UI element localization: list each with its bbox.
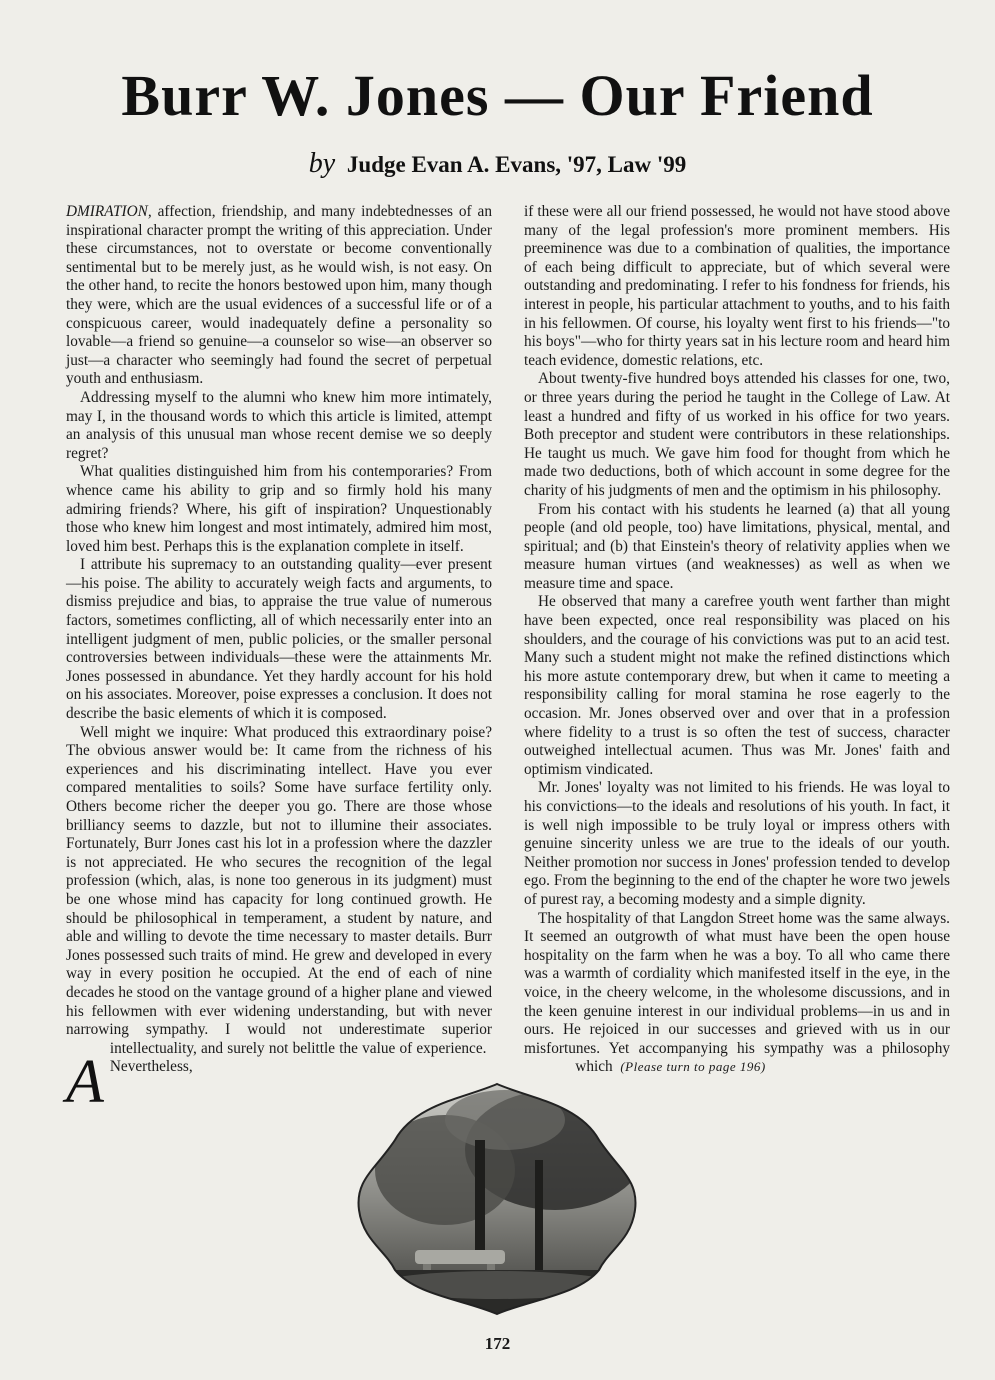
paragraph: Addressing myself to the alumni who knew him more intimately, may I, in the thousand words to which this article is limited, attempt an analysis of this unusual man whose recent demise we so deeply regret? [66,388,492,462]
paragraph-last: The hospitality of that Langdon Street home was the same always. It seemed an outgrowth of what must have been the open house hospitality on the farm when he was a boy. To all who came there was a warmth of cordiality which manifested itself in the eye, in the voice, in the cheery welcome, in the wholesome discussions, and in the keen genuine interest in our individual problems—in us and in ours. He rejoiced in our successes and grieved with us in our misfortunes. Yet accompanying his sympathy was a philosophy which (Please turn to page 196) [524,909,950,1076]
paragraph: From his contact with his students he learned (a) that all young people (and old people, too) have limitations, physical, mental, and spiritual; and (b) that Einstein's theory of relativity applies when we measure human virtues (and weaknesses) as well as when we measure time and space. [524,500,950,592]
first-word: DMIRATION, [66,203,152,220]
paragraph: He observed that many a carefree youth went farther than might have been expected, once real responsibility was placed on his shoulders, and the courage of his convictions was put to an acid test. Many such a student might not make the refined distinctions which his more astute contemporary drew, but when it came to meeting a responsibility calling for moral stamina he rose eagerly to the occasion. Mr. Jones observed over and over that in a profession where fidelity to a trust is so often the test of success, character outweighed intellectual acumen. Thus was Mr. Jones' faith and optimism vindicated. [524,593,950,778]
paragraph: Mr. Jones' loyalty was not limited to his friends. He was loyal to his convictions—to the ideals and resolutions of his youth. In fact, it is well nigh impossible to be truly loyal or impress others with genuine sincerity unless we are true to the ideals of our youth. Neither promotion nor success in Jones' profession tended to develop ego. From the beginning to the end of the chapter he wore two jewels of purest ray, a becoming modesty and a simple dignity. [524,779,950,908]
continued-note: (Please turn to page 196) [620,1059,766,1075]
garden-photo [355,1080,639,1316]
byline-author: Judge Evan A. Evans, '97, Law '99 [346,152,687,177]
paragraph: if these were all our friend possessed, he would not have stood above many of the legal profession's more prominent members. His preeminence was due to a combination of qualities, the importance of each being difficult to appreciate, but of which several were outstanding and predominating. I refer to his fondness for friends, his interest in people, his particular attachment to youths, and to his faith in his fellowmen. Of course, his loyalty went first to his friends—"to his boys"—who for thirty years sat in his lecture room and heard him teach evidence, domestic relations, etc. [524,203,950,369]
drop-cap: A [66,1048,104,1116]
paragraph-intro: A DMIRATION, affection, friendship, and many indebtednesses of an inspirational character prompt the writing of this appreciation. Under these circumstances, not to overstate or become conventionally sentimental but to be merely just, as he would wish, is not easy. On the other hand, to recite the honors bestowed upon him, many though they were, which are the usual evidences of a successful life or of a conspicuous career, would inadequately define a personality so lovable—a friend so genuine—a counselor so wise—an observer so just—a character who seemingly had found the secret of perpetual youth and enthusiasm. [66,203,492,1116]
paragraph: I attribute his supremacy to an outstanding quality—ever present—his poise. The ability to accurately weigh facts and arguments, to dismiss prejudice and bias, to appraise the true value of numerous factors, sometimes conflicting, all of which necessarily enter into an intelligent judgment of men, public policies, or the smaller personal controversies between individuals—these were the attainments Mr. Jones possessed in abundance. Yet they hardly account for his hold on his associates. Moreover, poise expresses a conclusion. It does not describe the basic elements of which it is composed. [66,556,492,723]
byline-by: by [308,148,336,179]
paragraph: About twenty-five hundred boys attended his classes for one, two, or three years during the period he taught in the College of Law. At least a hundred and fifty of us worked in his office for two years. Both preceptor and student were contributors in these relationships. He taught us much. We gave him food for thought from which he made two deductions, both of which account in some degree for the charity of his judgments of men and the optimism in his philosophy. [524,370,950,499]
paragraph: What qualities distinguished him from his contemporaries? From whence came his ability to grip and so firmly hold his many admiring friends? Where, his gift of inspiration? Unquestionably those who knew him longest and most intimately, admired him most, loved him best. Perhaps this is the explanation complete in itself. [66,463,492,555]
page-number: 172 [484,1334,511,1353]
article-title: Burr W. Jones — Our Friend [121,63,874,128]
byline [0,148,995,180]
paragraph: Well might we inquire: What produced this extraordinary poise? The obvious answer would be: It came from the richness of his experiences and his discriminating intellect. Have you ever compared mentalities to soils? Some have surface fertility only. Others become richer the deeper you go. There are those whose brilliancy seems to dazzle, but not to illumine their associates. Fortunately, Burr Jones cast his lot in a profession where the dazzler is not appreciated. He who secures the recognition of the legal profession (which, alas, is none too generous in its judgment) must be one whose mind has capacity for long continued growth. He should be philosophical in temperament, a student by nature, and able and willing to devote the time necessary to master details. Burr Jones possessed such traits of mind. He grew and developed in every way in every position he occupied. At the end of each of nine decades he stood on the vantage ground of a higher plane and viewed his fellowmen with ever widening understanding, but with never narrowing sympathy. I would not underestimate superior intellectuality, and surely not belittle the value of experience. Nevertheless, [66,723,492,1076]
